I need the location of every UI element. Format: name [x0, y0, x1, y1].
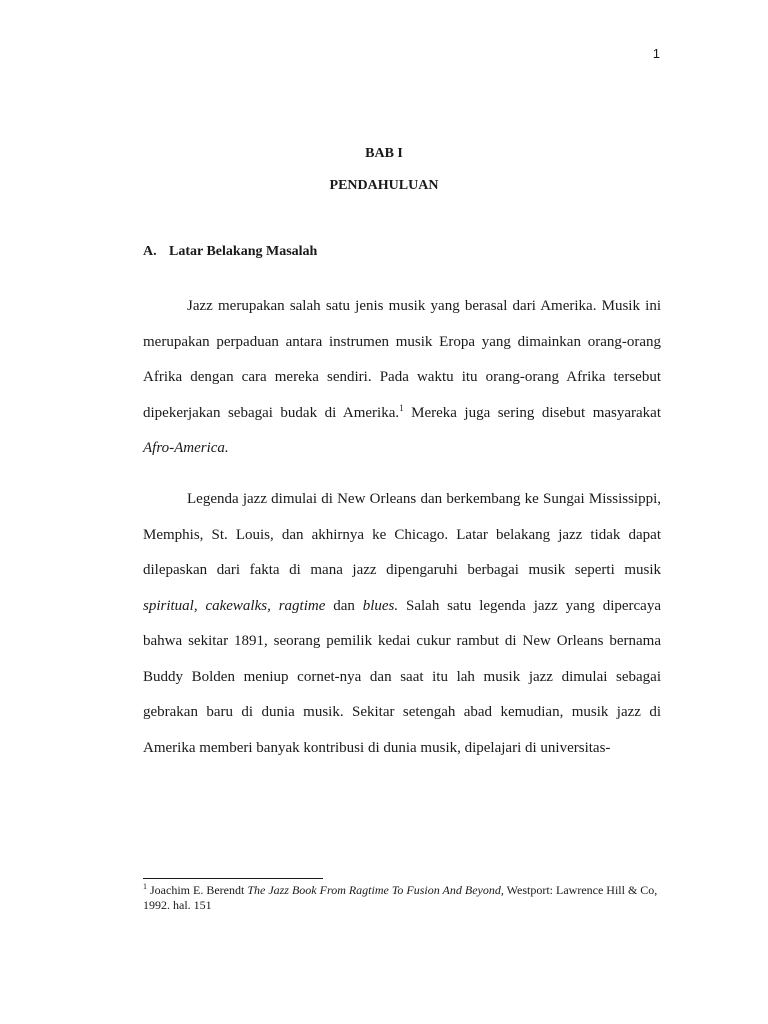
footnote-author: Joachim E. Berendt	[147, 883, 248, 897]
paragraph-1-italic: Afro-America.	[143, 440, 229, 456]
paragraph-2-text-b: dan	[325, 597, 363, 614]
section-letter: A.	[143, 244, 157, 259]
paragraph-2	[143, 482, 661, 766]
footnote-book-title: The Jazz Book From Ragtime To Fusion And Beyond,	[247, 883, 504, 897]
footnote-reference: 1	[399, 402, 404, 413]
footnote-number: 1	[143, 882, 147, 891]
paragraph-2-italic-a: spiritual, cakewalks, ragtime	[143, 597, 326, 614]
footnote-details: Westport: Lawrence Hill & Co, 1992. hal. 151	[143, 883, 658, 912]
paragraph-2-text-a: Legenda jazz dimulai di New Orleans dan berkembang ke Sungai Mississippi, Memphis, St. Louis, dan akhirnya ke Chicago. Latar belakang jazz tidak dapat dilepaskan dari fakta di mana jazz dipengaruhi berbagai musik seperti musik	[143, 491, 661, 578]
paragraph-2-text-c: Salah satu legenda jazz yang dipercaya bahwa sekitar 1891, seorang pemilik kedai cukur rambut di New Orleans bernama Buddy Bolden meniup cornet-nya dan saat itu lah musik jazz dimulai sebagai gebrakan baru di dunia musik. Sekitar setengah abad kemudian, musik jazz di Amerika memberi banyak kontribusi di dunia musik, dipelajari di universitas-	[143, 597, 661, 756]
paragraph-1	[143, 289, 661, 467]
section-title: Latar Belakang Masalah	[169, 244, 318, 259]
paragraph-1-text-a: Jazz merupakan salah satu jenis musik yang berasal dari Amerika. Musik ini merupakan perpaduan antara instrumen musik Eropa yang dimainkan orang-orang Afrika dengan cara mereka sendiri. Pada waktu itu orang-orang Afrika tersebut dipekerjakan sebagai budak di Amerika.	[143, 298, 661, 421]
page-number: 1	[652, 46, 660, 61]
chapter-number: BAB I	[365, 146, 403, 161]
paragraph-1-text-b: Mereka juga sering disebut masyarakat	[403, 404, 661, 421]
footnote-divider	[143, 878, 323, 879]
footnote	[143, 883, 661, 913]
section-heading	[143, 244, 317, 260]
paragraph-2-italic-b: blues.	[362, 597, 399, 614]
chapter-title: PENDAHULUAN	[329, 178, 439, 193]
